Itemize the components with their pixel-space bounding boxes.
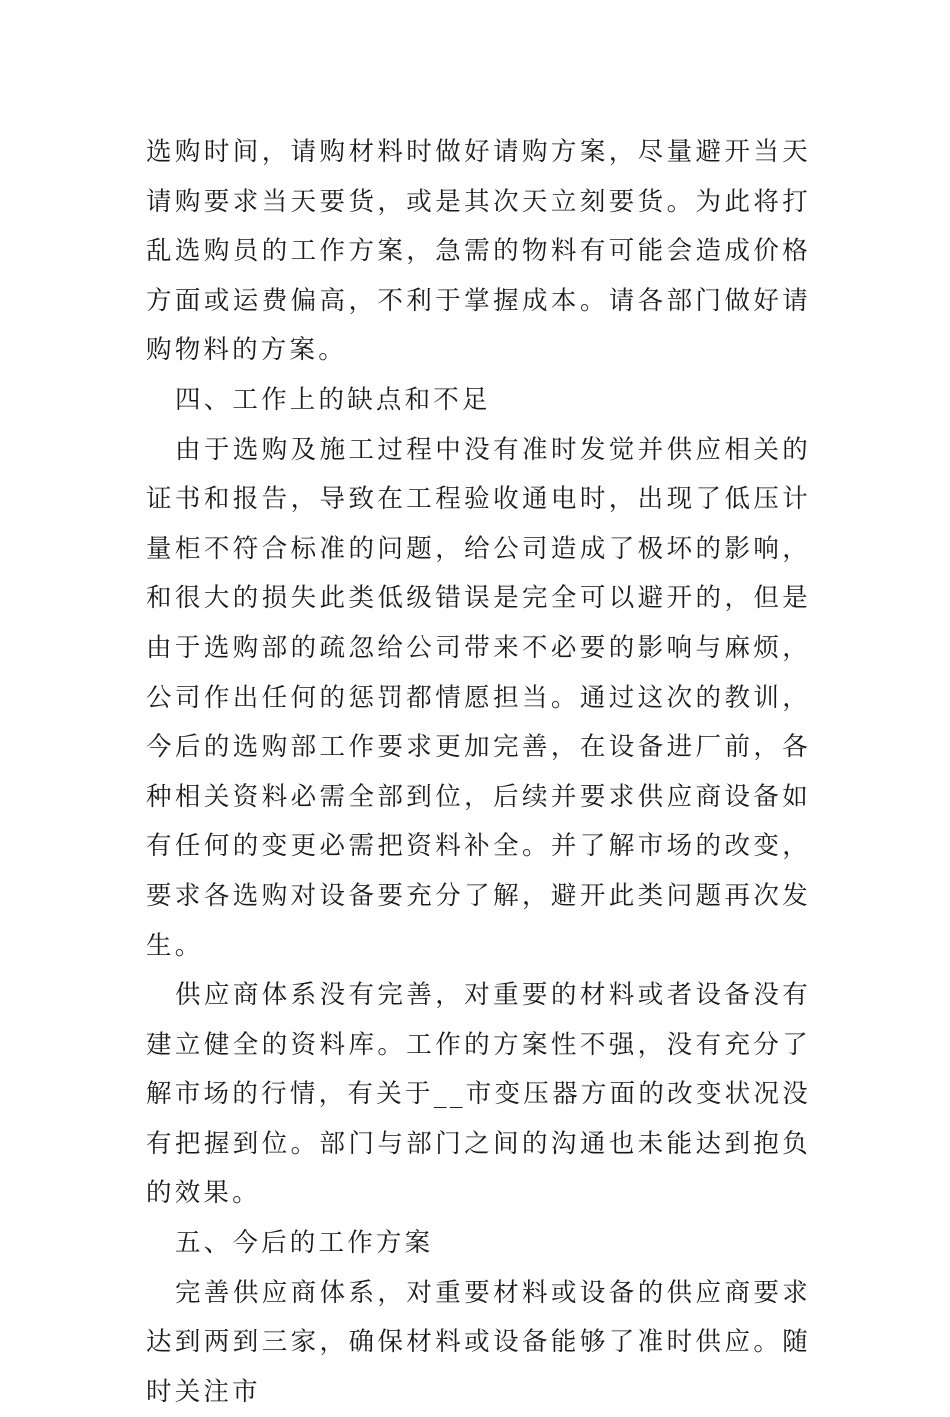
document-body (146, 128, 811, 1417)
paragraph-supplier-system: 供应商体系没有完善，对重要的材料或者设备没有建立健全的资料库。工作的方案性不强，没有充分了解市场的行情，有关于__市变压器方面的改变状况没有把握到位。部门与部门之间的沟通也未能达到抱负的效果。 (146, 980, 811, 1209)
paragraph-continuation: 选购时间，请购材料时做好请购方案，尽量避开当天请购要求当天要货，或是其次天立刻要货。为此将打乱选购员的工作方案，急需的物料有可能会造成价格方面或运费偏高，不利于掌握成本。请各部门做好请购物料的方案。 (146, 137, 811, 366)
paragraph-future-plan: 完善供应商体系，对重要材料或设备的供应商要求达到两到三家，确保材料或设备能够了准时供应。随时关注市 (146, 1277, 811, 1407)
section-heading-four: 四、工作上的缺点和不足 (175, 384, 491, 415)
paragraph-shortcomings: 由于选购及施工过程中没有准时发觉并供应相关的证书和报告，导致在工程验收通电时，出现了低压计量柜不符合标准的问题，给公司造成了极坏的影响，和很大的损失此类低级错误是完全可以避开的，但是由于选购部的疏忽给公司带来不必要的影响与麻烦，公司作出任何的惩罚都情愿担当。通过这次的教训，今后的选购部工作要求更加完善，在设备进厂前，各种相关资料必需全部到位，后续并要求供应商设备如有任何的变更必需把资料补全。并了解市场的改变，要求各选购对设备要充分了解，避开此类问题再次发生。 (146, 434, 811, 961)
section-heading-five: 五、今后的工作方案 (175, 1228, 434, 1259)
